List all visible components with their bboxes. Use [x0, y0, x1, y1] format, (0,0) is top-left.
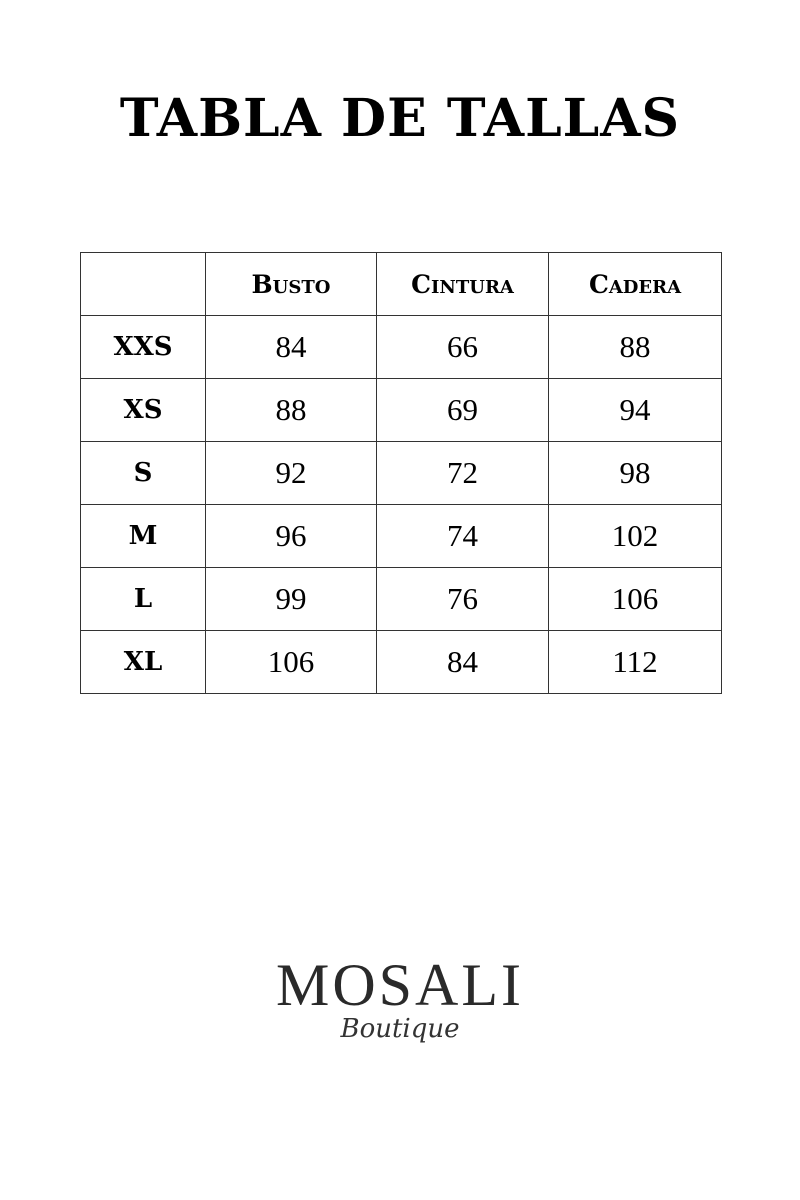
- busto-value: 92: [206, 442, 377, 505]
- table-row: [81, 316, 722, 379]
- cadera-value: 102: [549, 505, 722, 568]
- busto-value: 99: [206, 568, 377, 631]
- page-title: TABLA DE TALLAS: [119, 88, 681, 149]
- size-label: XXS: [81, 316, 206, 379]
- cintura-value: 72: [377, 442, 549, 505]
- cadera-value: 88: [549, 316, 722, 379]
- table-row: [81, 568, 722, 631]
- header-empty-cell: [81, 253, 206, 316]
- busto-value: 106: [206, 631, 377, 694]
- size-label: S: [81, 442, 206, 505]
- cadera-value: 106: [549, 568, 722, 631]
- logo-name: MOSALI: [275, 952, 524, 1018]
- table-header-row: [81, 253, 722, 316]
- cintura-value: 69: [377, 379, 549, 442]
- table-row: [81, 442, 722, 505]
- table-row: [81, 631, 722, 694]
- size-label: XL: [81, 631, 206, 694]
- header-cintura: Cintura: [377, 253, 549, 316]
- cintura-value: 84: [377, 631, 549, 694]
- logo-subtitle: Boutique: [340, 1014, 460, 1044]
- busto-value: 88: [206, 379, 377, 442]
- cadera-value: 112: [549, 631, 722, 694]
- cintura-value: 66: [377, 316, 549, 379]
- size-chart-table: [80, 252, 722, 694]
- busto-value: 96: [206, 505, 377, 568]
- size-label: M: [81, 505, 206, 568]
- header-cadera: Cadera: [549, 253, 722, 316]
- cadera-value: 94: [549, 379, 722, 442]
- table-row: [81, 379, 722, 442]
- size-label: L: [81, 568, 206, 631]
- size-label: XS: [81, 379, 206, 442]
- busto-value: 84: [206, 316, 377, 379]
- header-busto: Busto: [206, 253, 377, 316]
- cintura-value: 76: [377, 568, 549, 631]
- brand-logo: [0, 950, 800, 1044]
- cadera-value: 98: [549, 442, 722, 505]
- table-row: [81, 505, 722, 568]
- cintura-value: 74: [377, 505, 549, 568]
